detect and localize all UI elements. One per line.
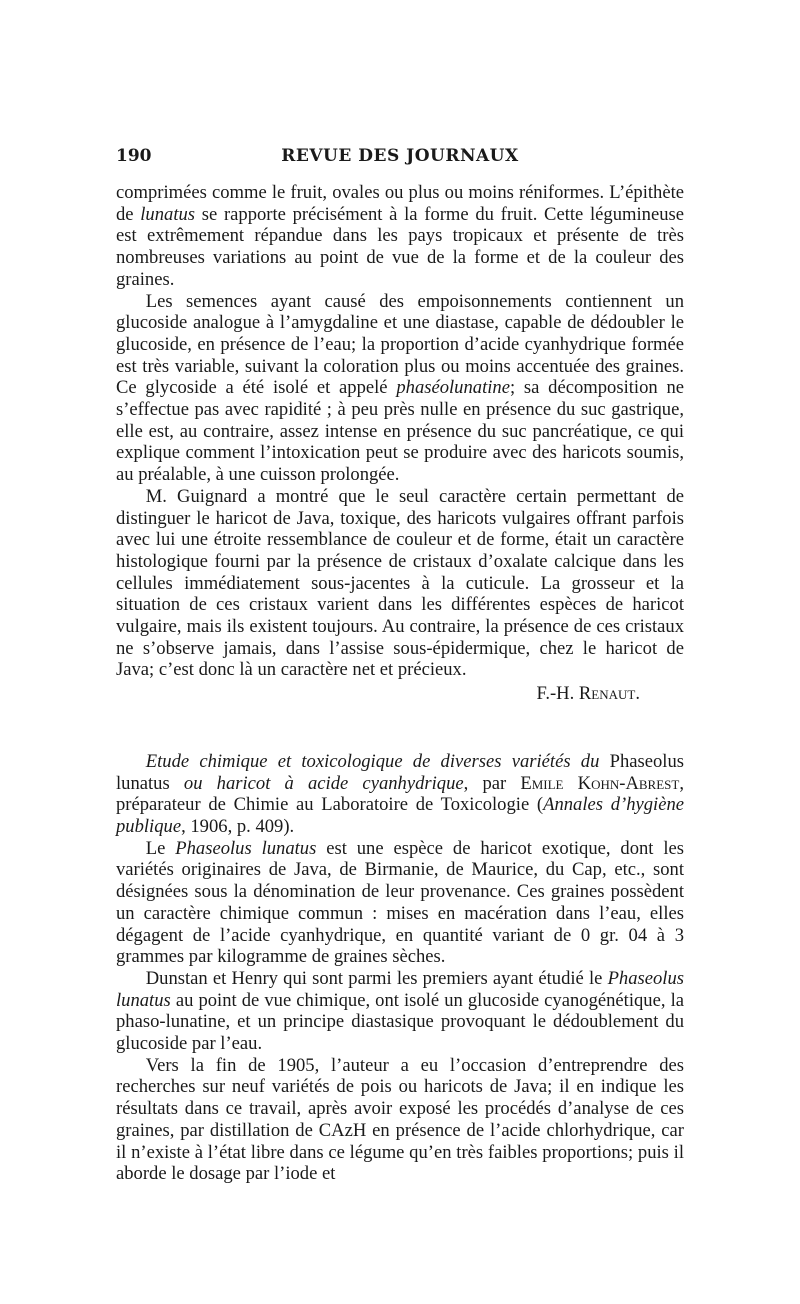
article2-paragraph-2 bbox=[116, 968, 684, 1055]
title-species: Phaseolus lunatus bbox=[116, 750, 684, 794]
article1-paragraph-3: M. Guignard a montré que le seul caractère certain permettant de distinguer le haricot de Java, toxique, des haricots vulgaires offrant parfois avec lui une étroite ressemblance de couleur et de forme, était un caractère histologique fourni par la présence de cristaux d’oxalate calcique dans les cellules immédiatement sous-jacentes à la cuticule. La grosseur et la situation de ces cristaux varient dans les différentes espèces de haricot vulgaire, mais ils existent toujours. Au contraire, la présence de ces cristaux ne s’observe jamais, dans l’assise sous-épidermique, chez le haricot de Java; c’est donc là un caractère net et précieux. bbox=[116, 485, 684, 681]
article1-paragraph-1 bbox=[116, 182, 684, 291]
text-run: se rapporte précisément à la forme du fruit. Cette légumineuse est extrêmement répandue dans les pays tropicaux et présente de très nombreuses variations au point de vue de la forme et de la couleur des graines. bbox=[116, 203, 684, 290]
italic-term: Phaseolus lunatus bbox=[175, 837, 317, 859]
article1-paragraph-2 bbox=[116, 291, 684, 486]
text-run: Dunstan et Henry qui sont parmi les premiers ayant étudié le bbox=[145, 967, 608, 989]
text-run: comprimées comme le fruit, ovales ou plus ou moins réniformes. L’épithète de bbox=[116, 182, 684, 225]
text-run: est une espèce de haricot exotique, dont les variétés originaires de Java, de Birmanie, de Maurice, du Cap, etc., sont désignées sous la dénomination de leur provenance. Ces graines possèdent un caractère chimique commun : mises en macération dans l’eau, elles dégagent de l’acide cyanhydrique, en quantité variant de 0 gr. 04 à 3 grammes par kilogramme de graines sèches. bbox=[116, 837, 684, 968]
italic-term: lunatus bbox=[140, 203, 196, 225]
article2-paragraph-3: Vers la fin de 1905, l’auteur a eu l’occasion d’entreprendre des recherches sur neuf variétés de pois ou haricots de Java; il en indique les résultats dans ce travail, après avoir exposé les procédés d’analyse de ces graines, par distillation de CAzH en présence de l’acide chlorhydrique, car il n’existe à l’état libre dans ce légume qu’en très faibles proportions; puis il aborde le dosage par l’iode et bbox=[116, 1054, 684, 1185]
italic-term: phaséolunatine bbox=[396, 377, 510, 399]
journal-reference: , 1906, p. 409). bbox=[181, 815, 295, 837]
page-header bbox=[116, 146, 684, 170]
text-run: , par bbox=[463, 772, 521, 794]
text-run: Le bbox=[145, 837, 176, 859]
author-name: Emile Kohn-Abrest bbox=[520, 772, 680, 794]
text-run: au point de vue chimique, ont isolé un glucoside cyanogénétique, la phaso-lunatine, et un principe diastasique provoquant le dédoublement du glucoside par l’eau. bbox=[116, 989, 684, 1055]
signature-name: Renaut. bbox=[578, 683, 640, 705]
page-body bbox=[116, 182, 684, 1185]
title-italic: ou haricot à acide cyanhydrique bbox=[183, 772, 464, 794]
article-separator bbox=[116, 705, 684, 751]
page-number: 190 bbox=[116, 146, 152, 166]
article2-title bbox=[116, 751, 684, 838]
author-role: , préparateur de Chimie au Laboratoire de Toxicologie ( bbox=[116, 772, 684, 816]
journal-name: Annales d’hygiène publique bbox=[116, 794, 685, 837]
text-run: Les semences ayant causé des empoisonnements contiennent un glucoside analogue à l’amygdaline et une diastase, capable de dédoubler le glucoside, en présence de l’eau; la proportion d’acide cyanhydrique formée est très variable, suivant la coloration plus ou moins accentuée des graines. Ce glycoside a été isolé et appelé bbox=[116, 290, 684, 399]
text-run: ; sa décomposition ne s’effectue pas avec rapidité ; à peu près nulle en présence du suc gastrique, elle est, au contraire, assez intense en présence du suc pancréatique, ce qui explique comment l’intoxication peut se produire avec des haricots soumis, au préalable, à une cuisson prolongée. bbox=[116, 377, 684, 486]
running-title: REVUE DES JOURNAUX bbox=[281, 146, 519, 166]
article2-paragraph-1 bbox=[116, 838, 684, 968]
italic-term: Phaseolus lunatus bbox=[116, 967, 684, 1011]
signature-initials: F.-H. bbox=[536, 683, 579, 705]
article1-signature bbox=[116, 683, 684, 705]
title-italic: Etude chimique et toxicologique de diverses variétés du bbox=[145, 750, 600, 772]
